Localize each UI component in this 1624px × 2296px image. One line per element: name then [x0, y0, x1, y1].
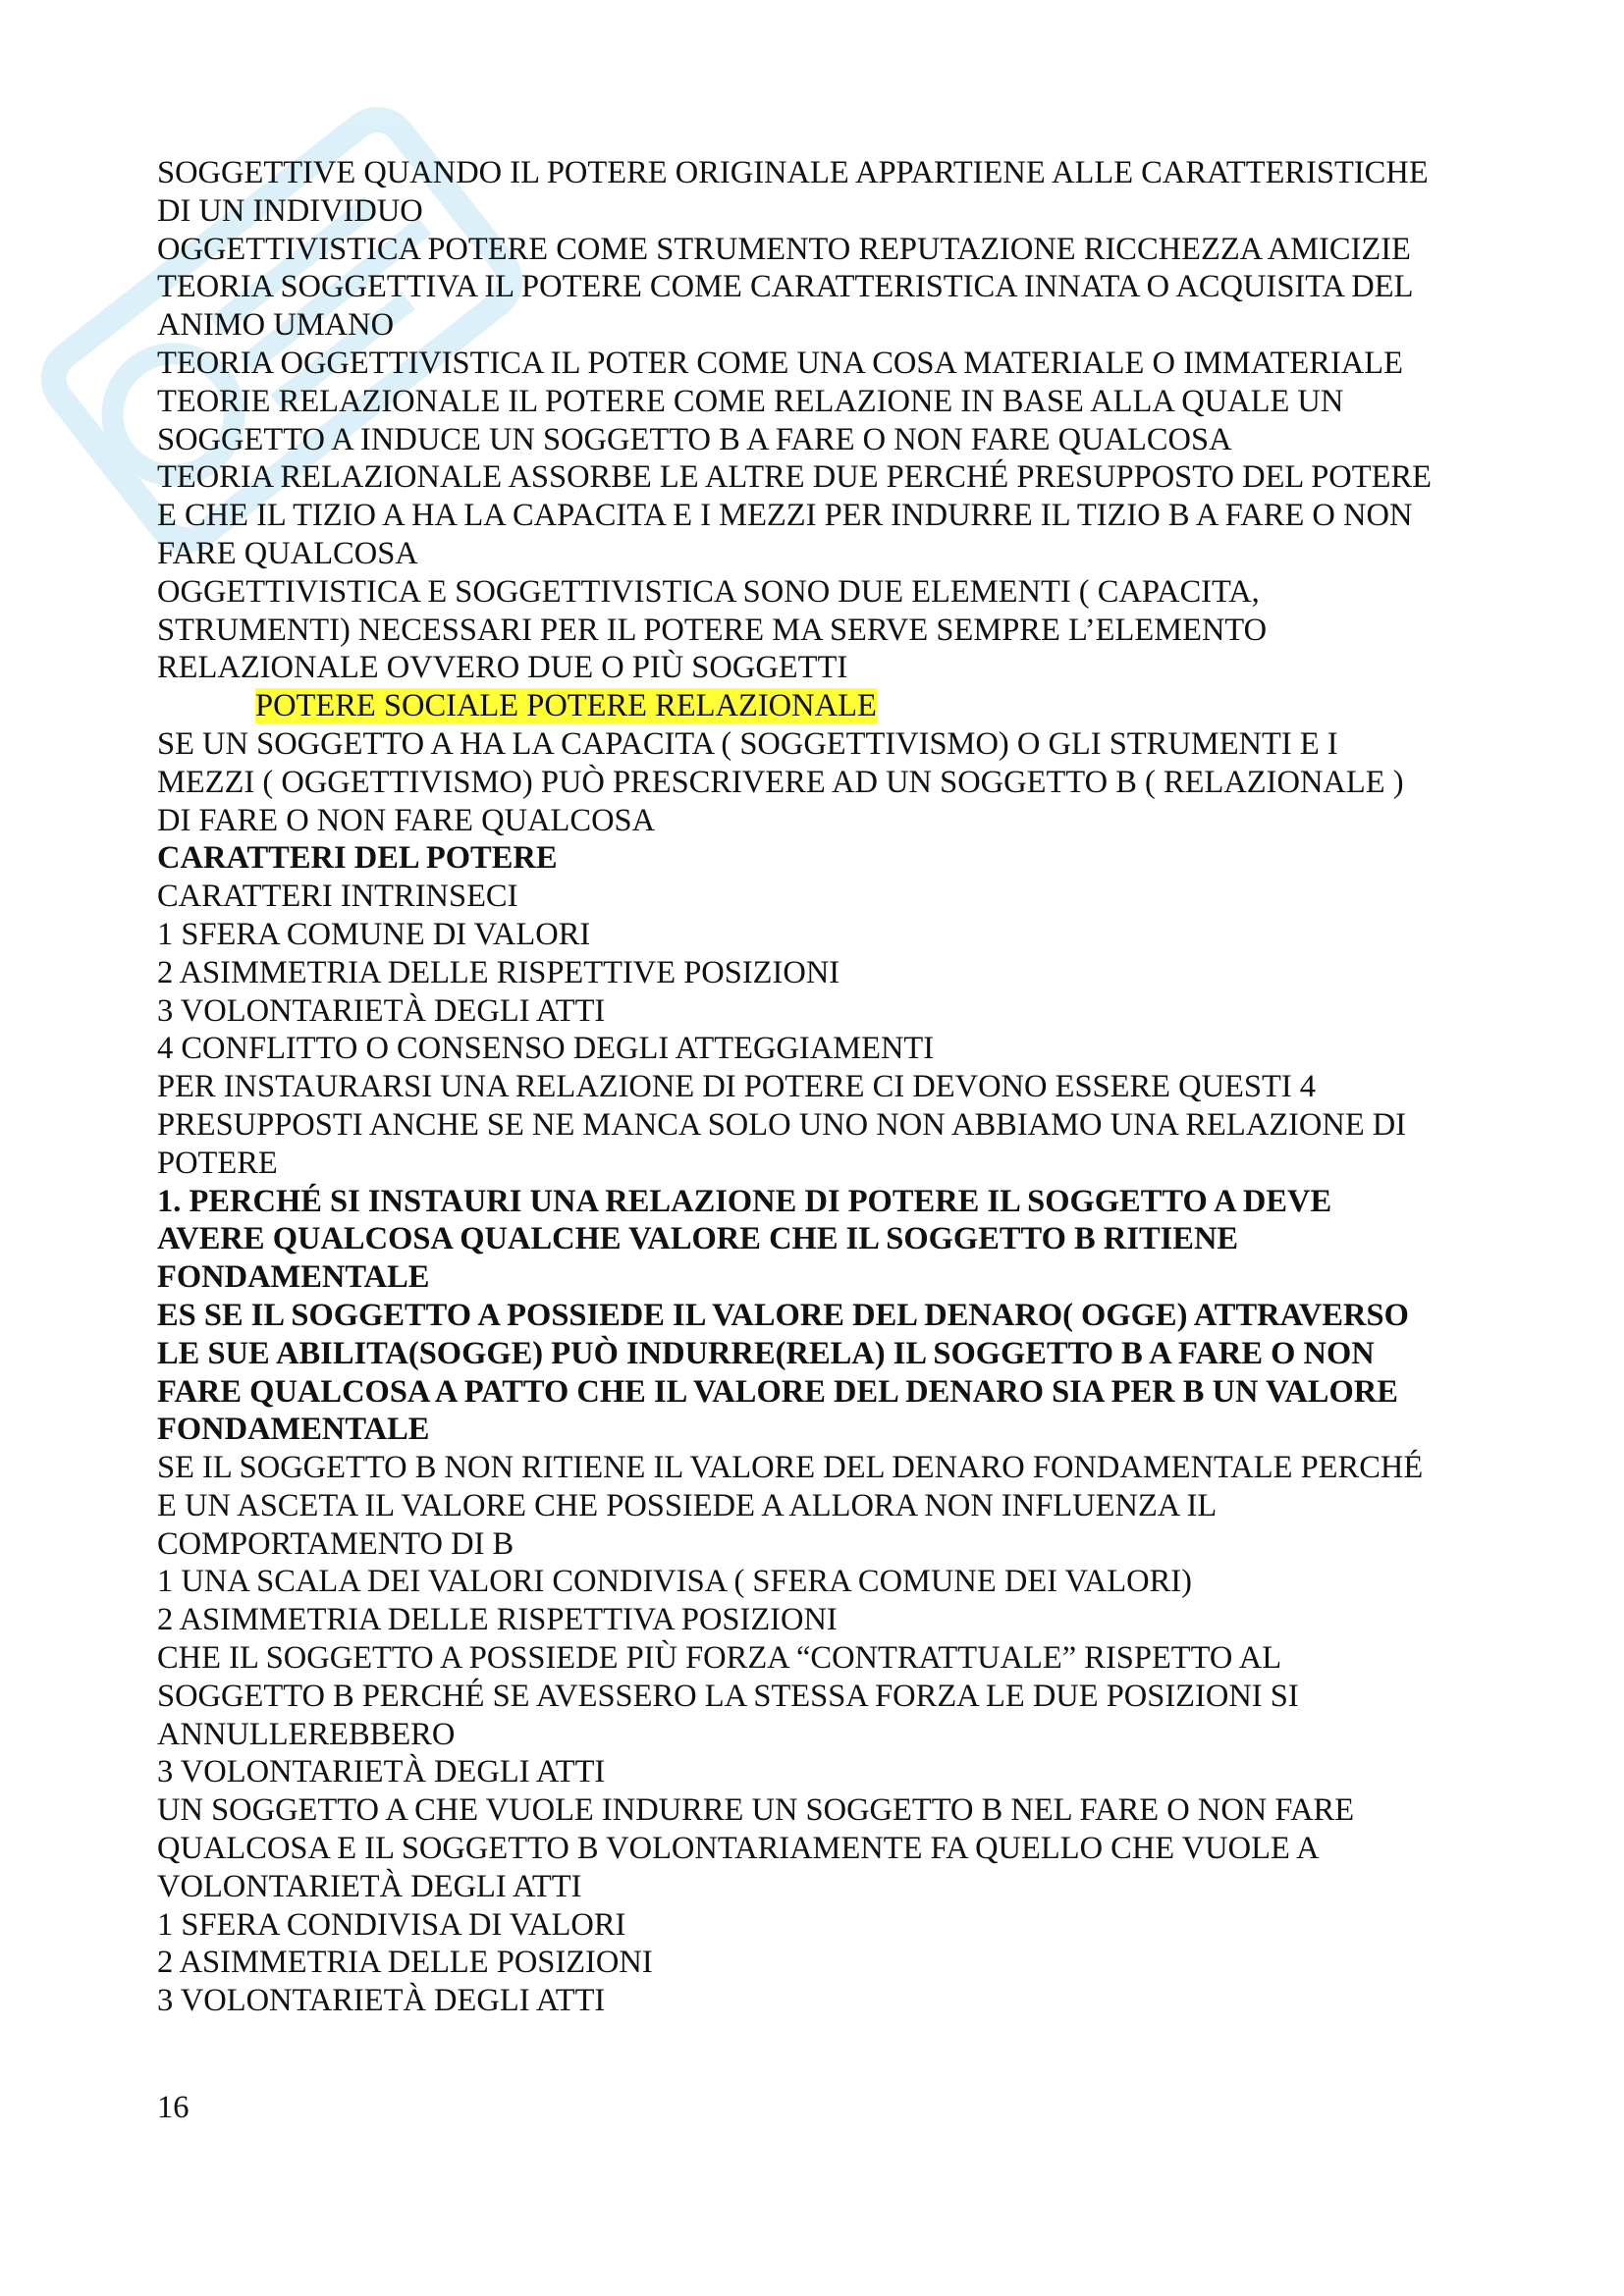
text-line: 2 ASIMMETRIA DELLE RISPETTIVE POSIZIONI [157, 954, 840, 990]
text-line: FARE QUALCOSA [157, 535, 418, 571]
text-line: OGGETTIVISTICA POTERE COME STRUMENTO REPUTAZIONE RICCHEZZA AMICIZIE [157, 231, 1411, 267]
text-line: 1 UNA SCALA DEI VALORI CONDIVISA ( SFERA COMUNE DEI VALORI) [157, 1564, 1192, 1600]
highlighted-heading [157, 687, 1492, 725]
text-line: SOGGETTO A INDUCE UN SOGGETTO B A FARE O NON FARE QUALCOSA [157, 421, 1232, 457]
text-line: 3 VOLONTARIETÀ DEGLI ATTI [157, 992, 606, 1029]
text-line: TEORIA SOGGETTIVA IL POTERE COME CARATTERISTICA INNATA O ACQUISITA DEL [157, 269, 1414, 305]
text-line: SE IL SOGGETTO B NON RITIENE IL VALORE DEL DENARO FONDAMENTALE PERCHÉ [157, 1450, 1424, 1486]
text-line: 1 SFERA CONDIVISA DI VALORI [157, 1906, 626, 1943]
text-line: 2 ASIMMETRIA DELLE RISPETTIVA POSIZIONI [157, 1602, 838, 1638]
text-line: MEZZI ( OGGETTIVISMO) PUÒ PRESCRIVERE AD UN SOGGETTO B ( RELAZIONALE ) [157, 764, 1404, 800]
text-line: COMPORTAMENTO DI B [157, 1525, 514, 1562]
text-line: E UN ASCETA IL VALORE CHE POSSIEDE A ALLORA NON INFLUENZA IL [157, 1487, 1218, 1523]
bold-text-line: 1. PERCHÉ SI INSTAURI UNA RELAZIONE DI POTERE IL SOGGETTO A DEVE [157, 1183, 1332, 1219]
text-line: CHE IL SOGGETTO A POSSIEDE PIÙ FORZA “CONTRATTUALE” RISPETTO AL [157, 1640, 1282, 1677]
text-line: 2 ASIMMETRIA DELLE POSIZIONI [157, 1945, 653, 1981]
text-line: SOGGETTIVE QUANDO IL POTERE ORIGINALE APPARTIENE ALLE CARATTERISTICHE [157, 155, 1429, 190]
text-line: TEORIA OGGETTIVISTICA IL POTER COME UNA COSA MATERIALE O IMMATERIALE [157, 345, 1403, 381]
text-line: UN SOGGETTO A CHE VUOLE INDURRE UN SOGGETTO B NEL FARE O NON FARE [157, 1792, 1355, 1829]
text-line: ANIMO UMANO [157, 307, 395, 344]
text-line: 3 VOLONTARIETÀ DEGLI ATTI [157, 1983, 606, 2019]
text-line: 3 VOLONTARIETÀ DEGLI ATTI [157, 1754, 606, 1790]
bold-text-line: FONDAMENTALE [157, 1412, 430, 1448]
text-line: SE UN SOGGETTO A HA LA CAPACITA ( SOGGETTIVISMO) O GLI STRUMENTI E I [157, 725, 1338, 762]
page-number: 16 [157, 2090, 189, 2125]
text-line: PRESUPPOSTI ANCHE SE NE MANCA SOLO UNO NON ABBIAMO UNA RELAZIONE DI [157, 1106, 1407, 1143]
bold-text-line: ES SE IL SOGGETTO A POSSIEDE IL VALORE DEL DENARO( OGGE) ATTRAVERSO [157, 1297, 1409, 1333]
text-line: POTERE [157, 1145, 278, 1181]
text-line: DI UN INDIVIDUO [157, 192, 423, 229]
text-line: E CHE IL TIZIO A HA LA CAPACITA E I MEZZI PER INDURRE IL TIZIO B A FARE O NON [157, 498, 1413, 534]
text-line: CARATTERI INTRINSECI [157, 879, 518, 915]
text-line: PER INSTAURARSI UNA RELAZIONE DI POTERE CI DEVONO ESSERE QUESTI 4 [157, 1069, 1317, 1105]
highlighted-text: POTERE SOCIALE POTERE RELAZIONALE [255, 688, 877, 724]
text-line: OGGETTIVISTICA E SOGGETTIVISTICA SONO DUE ELEMENTI ( CAPACITA, [157, 573, 1260, 610]
bold-text-line: FARE QUALCOSA A PATTO CHE IL VALORE DEL DENARO SIA PER B UN VALORE [157, 1373, 1398, 1410]
text-line: TEORIA RELAZIONALE ASSORBE LE ALTRE DUE PERCHÉ PRESUPPOSTO DEL POTERE [157, 459, 1432, 496]
bold-text-line: LE SUE ABILITA(SOGGE) PUÒ INDURRE(RELA) IL SOGGETTO B A FARE O NON [157, 1335, 1375, 1371]
text-line: 1 SFERA COMUNE DI VALORI [157, 916, 591, 952]
text-line: RELAZIONALE OVVERO DUE O PIÙ SOGGETTI [157, 650, 848, 686]
text-line: 4 CONFLITTO O CONSENSO DEGLI ATTEGGIAMENTI [157, 1031, 935, 1067]
text-line: VOLONTARIETÀ DEGLI ATTI [157, 1868, 582, 1904]
bold-text-line: CARATTERI DEL POTERE [157, 840, 558, 877]
bold-text-line: AVERE QUALCOSA QUALCHE VALORE CHE IL SOGGETTO B RITIENE [157, 1221, 1239, 1257]
text-line: QUALCOSA E IL SOGGETTO B VOLONTARIAMENTE FA QUELLO CHE VUOLE A [157, 1831, 1320, 1867]
text-line: TEORIE RELAZIONALE IL POTERE COME RELAZIONE IN BASE ALLA QUALE UN [157, 383, 1344, 419]
text-line: STRUMENTI) NECESSARI PER IL POTERE MA SERVE SEMPRE L’ELEMENTO [157, 612, 1268, 648]
text-line: DI FARE O NON FARE QUALCOSA [157, 802, 656, 838]
document-body [157, 154, 1492, 2020]
bold-text-line: FONDAMENTALE [157, 1259, 430, 1296]
text-line: ANNULLEREBBERO [157, 1716, 456, 1752]
text-line: SOGGETTO B PERCHÉ SE AVESSERO LA STESSA FORZA LE DUE POSIZIONI SI [157, 1678, 1299, 1714]
